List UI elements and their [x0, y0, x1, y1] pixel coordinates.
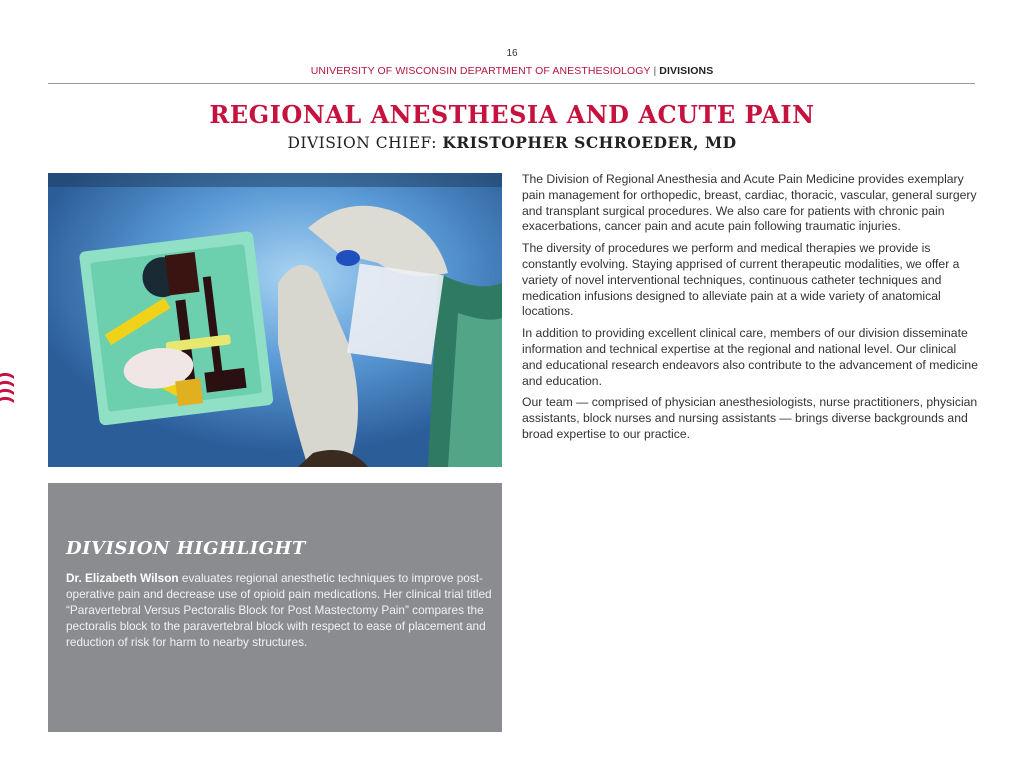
division-chief: [0, 133, 1024, 152]
division-highlight-box: [48, 483, 502, 732]
page-title: REGIONAL ANESTHESIA AND ACUTE PAIN: [209, 100, 815, 129]
division-chief-name: KRISTOPHER SCHROEDER, MD: [442, 133, 737, 152]
procedure-photo: [48, 173, 502, 467]
section-name: DIVISIONS: [659, 65, 714, 77]
division-description: [522, 172, 978, 449]
page-number: 16: [506, 48, 518, 59]
header-separator: |: [653, 65, 657, 77]
highlight-person-name: Dr. Elizabeth Wilson: [66, 571, 179, 585]
department-name: UNIVERSITY OF WISCONSIN DEPARTMENT OF ANESTHESIOLOGY: [310, 65, 651, 77]
description-paragraph: The Division of Regional Anesthesia and Acute Pain Medicine provides exemplary pain management for orthopedic, breast, cardiac, thoracic, vascular, general surgery and transplant surgical procedures. We also care for patients with chronic pain exacerbations, cancer pain and acute pain following traumatic injuries.: [522, 172, 977, 234]
description-paragraph: Our team — comprised of physician anesthesiologists, nurse practitioners, physician assistants, block nurses and nursing assistants — brings diverse backgrounds and broad expertise to our practice.: [522, 395, 978, 441]
highlight-text: [66, 570, 496, 650]
side-stripes-icon: [0, 370, 14, 406]
header-divider: [48, 83, 975, 84]
division-chief-label: DIVISION CHIEF:: [287, 134, 437, 152]
highlight-title: DIVISION HIGHLIGHT: [66, 538, 306, 559]
running-header: [0, 65, 1024, 77]
description-paragraph: The diversity of procedures we perform and medical therapies we provide is constantly evolving. Staying apprised of current therapeutic modalities, we offer a variety of novel interventional techniques, continuous catheter techniques and medication infusions designed to alleviate pain at a wide variety of anatomical locations.: [522, 241, 960, 319]
highlight-description: evaluates regional anesthetic techniques to improve post-operative pain and decrease use of opioid pain medications. Her clinical trial titled “Paravertebral Versus Pectoralis Block for Post Mastectomy Pain” compares the pectoralis block to the paravertebral block with respect to ease of placement and reduction of risk for harm to nearby structures.: [66, 571, 492, 649]
description-paragraph: In addition to providing excellent clinical care, members of our division disseminate information and technical expertise at the regional and national level. Our clinical and educational research endeavors also contribute to the advancement of medicine and education.: [522, 326, 978, 388]
